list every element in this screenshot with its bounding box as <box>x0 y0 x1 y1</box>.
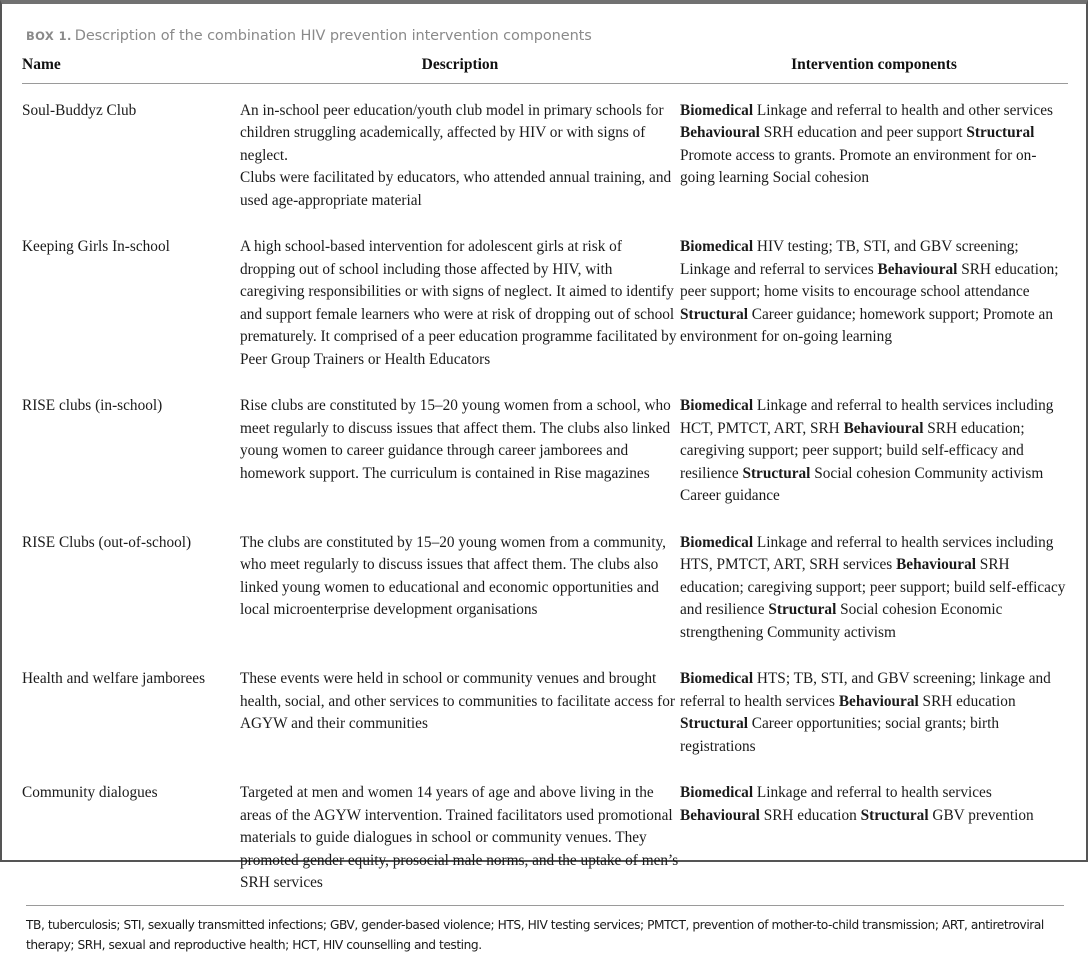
cell-description <box>240 381 680 517</box>
cell-components <box>680 518 1068 654</box>
components-paragraph <box>680 395 1068 507</box>
component-label: Structural <box>768 601 837 619</box>
component-text: HTS; TB, STI, and GBV screening; linkage and referral to health services <box>680 670 1051 710</box>
component-text: Linkage and referral to health services including HCT, PMTCT, ART, SRH <box>680 397 1054 437</box>
component-label: Biomedical <box>680 670 754 688</box>
component-text: SRH education <box>918 692 1016 710</box>
component-label: Structural <box>742 464 811 482</box>
component-label: Structural <box>680 715 748 733</box>
cell-name: RISE clubs (in-school) <box>22 397 163 415</box>
footnote-divider <box>26 905 1064 906</box>
component-label: Behavioural <box>680 124 760 142</box>
cell-name: Health and welfare jamborees <box>22 670 206 688</box>
component-text: HIV testing; TB, STI, and GBV screening; Linkage and referral to services <box>680 238 1019 278</box>
table-row <box>22 768 1068 904</box>
component-text: SRH education <box>759 806 857 824</box>
components-paragraph <box>680 668 1068 758</box>
table-row <box>22 222 1068 381</box>
table-row <box>22 84 1068 223</box>
table-row <box>22 381 1068 517</box>
components-paragraph <box>680 532 1068 644</box>
table-header-row <box>22 54 1068 84</box>
box-caption-title: Description of the combination HIV prevention intervention components <box>74 28 592 44</box>
component-label: Biomedical <box>680 238 754 256</box>
component-label: Biomedical <box>680 784 754 802</box>
component-text: GBV prevention <box>928 806 1034 824</box>
component-label: Biomedical <box>680 533 754 551</box>
table-header <box>22 54 1068 84</box>
column-header-name: Name <box>22 54 240 84</box>
component-text: Social cohesion Community activism Career guidance <box>680 464 1044 505</box>
component-text: SRH education; caregiving support; peer support; build self-efficacy and resilience <box>680 419 1025 482</box>
description-paragraph: Clubs were facilitated by educators, who attended annual training, and used age-appropriate material <box>240 169 672 209</box>
cell-description <box>240 654 680 768</box>
table-row <box>22 654 1068 768</box>
component-text: Career opportunities; social grants; birth registrations <box>680 715 1000 755</box>
component-label: Structural <box>680 305 748 323</box>
component-text: Social cohesion Economic strengthening Community activism <box>680 601 1003 641</box>
cell-components <box>680 222 1068 381</box>
component-label: Biomedical <box>680 397 754 415</box>
components-paragraph <box>680 236 1068 348</box>
column-header-components: Intervention components <box>680 54 1068 84</box>
description-paragraph: A high school-based intervention for adolescent girls at risk of dropping out of school including those affected by HIV, with caregiving responsibilities or with signs of neglect. It aimed to identify and support female learners who were at risk of dropping out of school prematurely. It comprised of a peer education programme facilitated by Peer Group Trainers or Health Educators <box>240 238 677 368</box>
description-paragraph: Rise clubs are constituted by 15–20 young women from a school, who meet regularly to discuss issues that affect them. The clubs also linked young women to career guidance through career jamborees and homework support. The curriculum is contained in Rise magazines <box>240 397 671 482</box>
component-label: Behavioural <box>843 419 924 437</box>
cell-description <box>240 768 680 904</box>
component-label: Behavioural <box>896 556 976 574</box>
cell-description <box>240 222 680 381</box>
component-label: Behavioural <box>680 806 760 824</box>
component-text: Linkage and referral to health services including HTS, PMTCT, ART, SRH services <box>680 533 1054 574</box>
components-paragraph <box>680 100 1068 190</box>
component-text: SRH education; caregiving support; peer support; build self-efficacy and resilience <box>680 556 1066 619</box>
footnote-section <box>22 905 1068 969</box>
box-number-label: BOX 1. <box>26 29 72 43</box>
intervention-components-table <box>22 54 1068 905</box>
cell-name: Soul-Buddyz Club <box>22 102 137 119</box>
component-label: Biomedical <box>680 102 754 119</box>
cell-components <box>680 654 1068 768</box>
component-label: Behavioural <box>838 692 919 710</box>
cell-components <box>680 84 1068 223</box>
box-caption <box>22 20 1068 54</box>
table-row <box>22 518 1068 654</box>
cell-description <box>240 84 680 223</box>
description-paragraph: These events were held in school or community venues and brought health, social, and other services to communities to facilitate access for AGYW and their communities <box>240 670 675 733</box>
cell-components <box>680 381 1068 517</box>
component-text: SRH education and peer support <box>759 124 963 142</box>
column-header-description: Description <box>240 54 680 84</box>
footnote-abbreviations: TB, tuberculosis; STI, sexually transmitted infections; GBV, gender-based violence; HTS, HIV testing services; PMTCT, prevention of mother-to-child transmission; ART, antiretroviral therapy; SRH, sexual and reproductive health; HCT, HIV counselling and testing. <box>26 916 1044 952</box>
component-text: Career guidance; homework support; Promote an environment for on-going learning <box>680 305 1053 346</box>
cell-components <box>680 768 1068 904</box>
component-label: Behavioural <box>877 260 958 278</box>
cell-name: Keeping Girls In-school <box>22 238 170 256</box>
description-paragraph: An in-school peer education/youth club model in primary schools for children struggling academically, affected by HIV or with signs of neglect. <box>240 102 664 164</box>
cell-description <box>240 518 680 654</box>
table-body <box>22 84 1068 905</box>
cell-name: Community dialogues <box>22 784 158 802</box>
component-text: Linkage and referral to health and other services <box>753 102 1053 119</box>
box-inner <box>2 4 1086 952</box>
description-paragraph: Targeted at men and women 14 years of age and above living in the areas of the AGYW intervention. Trained facilitators used promotional materials to guide dialogues in school or community venues. They promoted gender equity, prosocial male norms, and the uptake of men’s SRH services <box>240 784 679 892</box>
description-paragraph: The clubs are constituted by 15–20 young women from a community, who meet regularly to discuss issues that affect them. The clubs also linked young women to educational and economic opportunities and local microenterprise development organisations <box>240 533 666 619</box>
component-label: Structural <box>860 806 929 824</box>
component-text: Promote access to grants. Promote an environment for on-going learning Social cohesion <box>680 146 1037 187</box>
component-text: SRH education; peer support; home visits to encourage school attendance <box>680 260 1059 301</box>
component-label: Structural <box>966 124 1035 142</box>
component-text: Linkage and referral to health services <box>753 784 992 802</box>
components-paragraph <box>680 782 1068 827</box>
cell-name: RISE Clubs (out-of-school) <box>22 533 192 551</box>
